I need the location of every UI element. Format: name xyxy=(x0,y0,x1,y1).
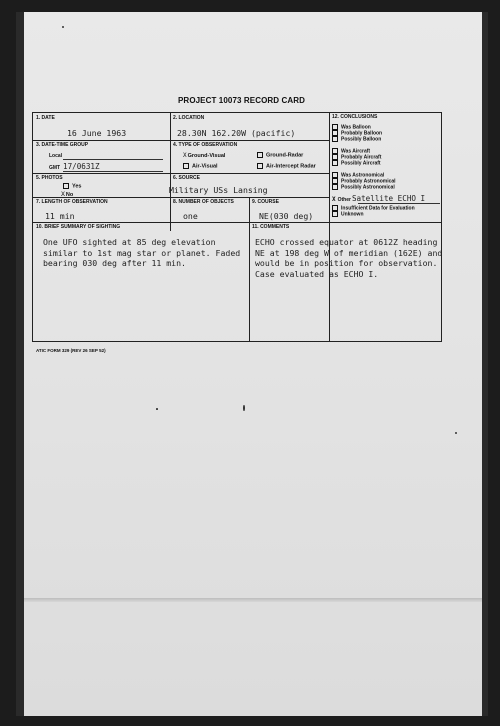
conclusions-label: 12. CONCLUSIONS xyxy=(332,114,378,120)
gmt-field xyxy=(63,171,163,172)
comments-value: ECHO crossed equator at 0612Z heading NE at 198 deg W of meridian (162E) and would be in position for observation. Case evaluated as ECHO I. xyxy=(255,237,443,279)
checkmark: X xyxy=(332,196,336,203)
conclusion-insufficient-data: Insufficient Data for Evaluation xyxy=(332,205,415,211)
source-label: 6. SOURCE xyxy=(173,175,200,181)
conclusion-unknown: Unknown xyxy=(332,211,364,217)
objects-label: 8. NUMBER OF OBJECTS xyxy=(173,199,234,205)
other-field xyxy=(358,203,440,204)
objects-value: one xyxy=(183,211,198,221)
scan-border-right xyxy=(482,12,488,716)
scan-speck xyxy=(243,405,245,411)
other-value: Satellite ECHO I xyxy=(351,194,426,203)
option-ground-radar: Ground-Radar xyxy=(257,152,303,158)
location-value: 28.30N 162.20W (pacific) xyxy=(177,128,296,138)
conclusion-was-balloon: Was Balloon xyxy=(332,124,371,130)
conclusion-probably-balloon: Probably Balloon xyxy=(332,130,382,136)
photos-no: XNo xyxy=(61,190,74,198)
scan-speck xyxy=(455,432,457,434)
divider xyxy=(33,140,329,141)
divider xyxy=(33,222,441,223)
location-label: 2. LOCATION xyxy=(173,115,205,121)
divider xyxy=(170,113,171,231)
conclusion-possibly-balloon: Possibly Balloon xyxy=(332,136,381,142)
conclusion-was-astronomical: Was Astronomical xyxy=(332,172,384,178)
conclusion-was-aircraft: Was Aircraft xyxy=(332,148,370,154)
scan-speck xyxy=(62,26,64,28)
length-label: 7. LENGTH OF OBSERVATION xyxy=(36,199,108,205)
conclusion-possibly-astronomical: Possibly Astronomical xyxy=(332,184,395,190)
scan-border-left xyxy=(16,12,24,716)
scan-speck xyxy=(156,408,158,410)
conclusion-probably-astronomical: Probably Astronomical xyxy=(332,178,396,184)
length-value: 11 min xyxy=(45,211,75,221)
photos-label: 5. PHOTOS xyxy=(36,175,63,181)
local-field xyxy=(63,159,163,160)
option-air-intercept-radar: Air-Intercept Radar xyxy=(257,163,316,169)
course-value: NE(030 deg) xyxy=(259,211,314,221)
course-label: 9. COURSE xyxy=(252,199,279,205)
local-label: Local xyxy=(49,153,63,159)
form-number: ATIC FORM 329 (REV 26 SEP 52) xyxy=(36,348,106,353)
conclusion-probably-aircraft: Probably Aircraft xyxy=(332,154,381,160)
option-ground-visual: XGround-Visual xyxy=(183,152,226,159)
page-fold xyxy=(24,598,482,602)
divider xyxy=(33,197,329,198)
source-value: Military USs Lansing xyxy=(169,185,268,195)
gmt-label: GMT xyxy=(49,165,61,171)
date-value: 16 June 1963 xyxy=(67,128,127,138)
divider xyxy=(329,113,330,341)
record-card xyxy=(32,112,442,342)
checkmark: X xyxy=(61,190,65,198)
summary-label: 10. BRIEF SUMMARY OF SIGHTING xyxy=(36,224,121,230)
gmt-value: 17/0631Z xyxy=(63,162,100,171)
type-of-observation-label: 4. TYPE OF OBSERVATION xyxy=(173,142,238,148)
date-label: 1. DATE xyxy=(36,115,55,121)
photos-yes: Yes xyxy=(63,183,81,189)
conclusion-possibly-aircraft: Possibly Aircraft xyxy=(332,160,381,166)
divider xyxy=(249,197,250,341)
card-title: PROJECT 10073 RECORD CARD xyxy=(178,96,305,105)
option-air-visual: Air-Visual xyxy=(183,163,218,169)
comments-label: 11. COMMENTS xyxy=(252,224,290,230)
checkmark: X xyxy=(183,152,187,159)
conclusion-other: X OtherSatellite ECHO I xyxy=(332,194,426,203)
summary-value: One UFO sighted at 85 deg elevation similar to 1st mag star or planet. Faded bearing 030 deg after 11 min. xyxy=(43,237,241,268)
date-time-group-label: 3. DATE-TIME GROUP xyxy=(36,142,89,148)
divider xyxy=(33,173,329,174)
